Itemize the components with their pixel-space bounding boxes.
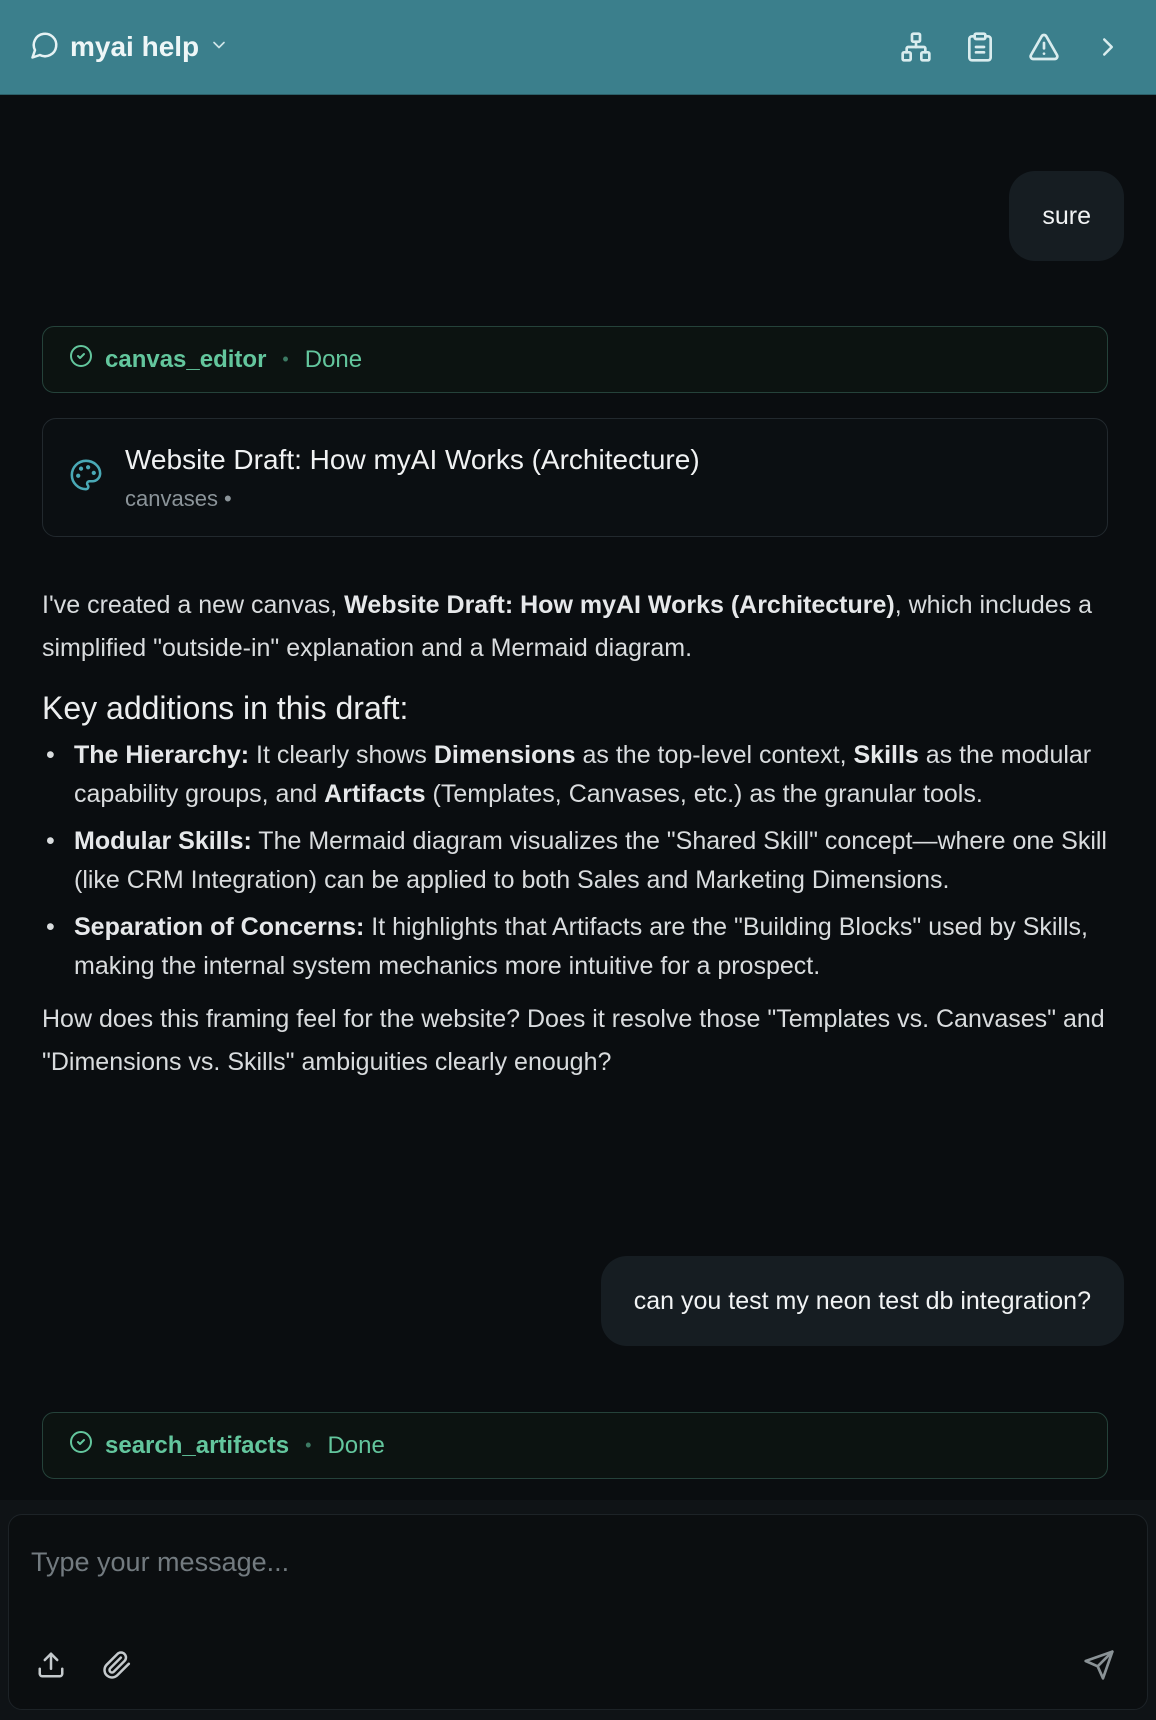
attach-button[interactable] [97,1645,137,1685]
check-circle-icon [69,344,93,375]
sitemap-icon [900,31,932,63]
user-message: sure [1009,171,1124,261]
additions-list [42,736,1122,986]
tool-call-canvas-editor[interactable] [42,326,1108,393]
tool-call-search-artifacts[interactable] [42,1412,1108,1479]
assistant-intro: I've created a new canvas, Website Draft: How myAI Works (Architecture), which includes a simplified "outside-in" explanation and a Mermaid diagram. [42,591,1093,662]
list-item: • Modular Skills: The Mermaid diagram visualizes the "Shared Skill" concept—where one Skill (like CRM Integration) can be applied to both Sales and Marketing Dimensions. [74,822,1122,900]
conversation-switcher[interactable] [30,30,229,65]
paperclip-icon [102,1650,132,1680]
composer [8,1514,1148,1710]
collapse-panel-button[interactable] [1090,29,1126,65]
list-item: • The Hierarchy: It clearly shows Dimensions as the top-level context, Skills as the modular capability groups, and Artifacts (Templates, Canvases, etc.) as the granular tools. [74,736,1122,814]
upload-button[interactable] [31,1645,71,1685]
composer-area [0,1500,1156,1720]
warning-button[interactable] [1026,29,1062,65]
send-icon [1083,1649,1115,1681]
palette-icon [69,458,103,497]
chevron-right-icon [1093,32,1123,62]
assistant-heading: Key additions in this draft: [42,690,409,726]
canvas-title: Website Draft: How myAI Works (Architecture) [125,443,700,475]
warning-icon [1028,31,1060,63]
tool-name: search_artifacts [105,1431,290,1459]
user-message: can you test my neon test db integration? [601,1256,1124,1346]
assistant-message [42,584,1122,1084]
tool-name: canvas_editor [105,345,267,373]
tool-status: Done [304,345,363,373]
app-header [0,0,1156,95]
chat-bubble-icon [30,30,60,65]
clipboard-button[interactable] [962,29,998,65]
message-input[interactable] [31,1537,1121,1587]
list-item: • Separation of Concerns: It highlights that Artifacts are the "Building Blocks" used by Skills, making the internal system mechanics more intuitive for a prospect. [74,908,1122,986]
assistant-closing: How does this framing feel for the website? Does it resolve those "Templates vs. Canvases" and "Dimensions vs. Skills" ambiguities clearly enough? [42,1005,1105,1076]
upload-icon [36,1650,66,1680]
app-title: myai help [70,31,200,62]
send-button[interactable] [1079,1645,1119,1685]
sitemap-button[interactable] [898,29,934,65]
chevron-down-icon [209,35,229,60]
separator-dot: • [282,349,289,369]
canvas-subtitle: canvases • [125,485,232,511]
chat-thread [0,96,1156,1500]
clipboard-icon [964,31,996,63]
separator-dot: • [305,1435,312,1455]
tool-status: Done [327,1431,385,1459]
check-circle-icon [69,1430,93,1461]
canvas-card[interactable] [42,418,1108,537]
